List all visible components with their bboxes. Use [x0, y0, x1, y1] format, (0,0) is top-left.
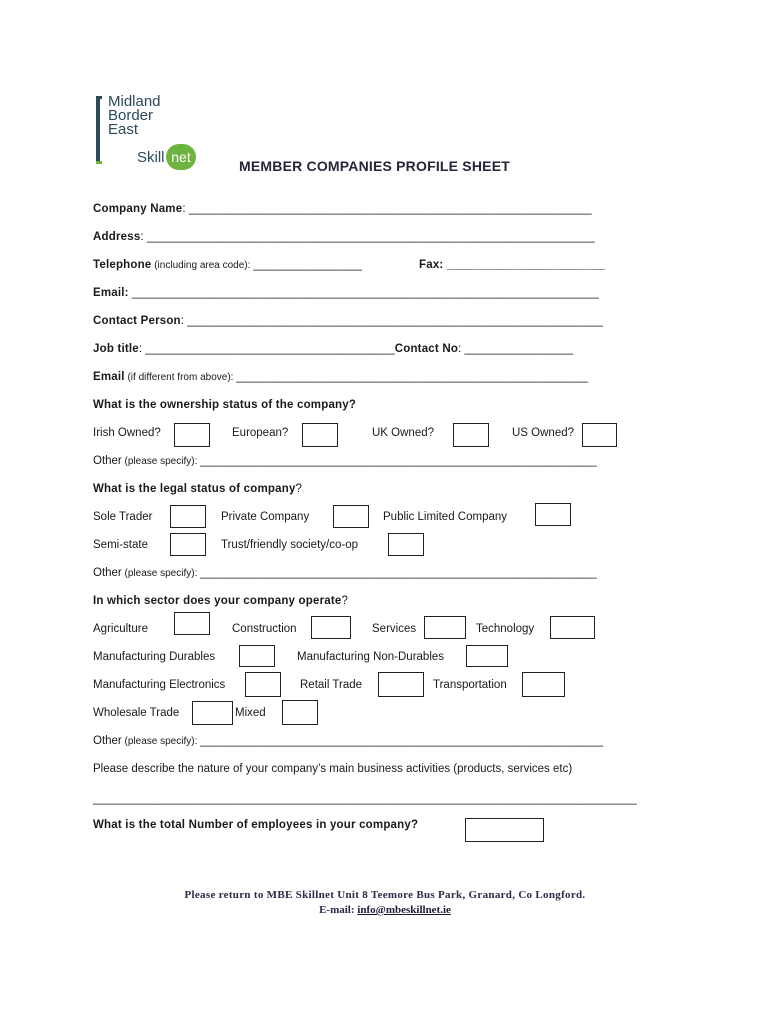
email-alt-label: Email	[93, 371, 125, 383]
sector-other-label: Other	[93, 735, 122, 747]
sector-wholesale-trade-label: Wholesale Trade	[93, 707, 180, 719]
legal-plc-checkbox[interactable]	[535, 503, 571, 526]
sector-construction-label: Construction	[232, 623, 297, 635]
ownership-irish-checkbox[interactable]	[174, 423, 210, 447]
sector-mfg-durables-checkbox[interactable]	[239, 645, 275, 667]
sector-retail-trade-label: Retail Trade	[300, 679, 363, 691]
legal-question-mark: ?	[295, 483, 302, 495]
ownership-other-line: ______________________________________________________________	[200, 455, 597, 467]
ownership-european-label: European?	[232, 427, 289, 439]
logo-bracket-bottom	[96, 161, 102, 164]
legal-question-text: What is the legal status of company	[93, 483, 296, 495]
logo-line3: East	[108, 121, 139, 138]
fax-line: ________________________	[446, 259, 606, 271]
employees-question: What is the total Number of employees in your company?	[93, 819, 419, 831]
sector-other-note: (please specify):	[121, 736, 201, 747]
ownership-question: What is the ownership status of the company?	[93, 399, 357, 411]
fax-field[interactable]	[419, 259, 605, 271]
legal-other-line: ______________________________________________________________	[200, 567, 597, 579]
address-colon: :	[140, 231, 147, 243]
logo-bracket	[96, 96, 100, 164]
ownership-uk-label: UK Owned?	[372, 427, 435, 439]
logo-net-badge	[166, 144, 196, 170]
address-field[interactable]	[93, 231, 595, 243]
ownership-us-label: US Owned?	[512, 427, 575, 439]
sector-transportation-checkbox[interactable]	[522, 672, 565, 697]
contact-person-line: _________________________________________________________________	[187, 315, 603, 327]
legal-sole-trader-checkbox[interactable]	[170, 505, 206, 528]
activities-line[interactable]: _____________________________________________________________________________________	[93, 793, 637, 805]
legal-sole-trader-label: Sole Trader	[93, 511, 153, 523]
email-line: _________________________________________________________________________	[128, 287, 599, 299]
company-name-line: _______________________________________________________________	[188, 203, 592, 215]
telephone-field[interactable]	[93, 259, 362, 271]
legal-other-field[interactable]	[93, 567, 597, 579]
sector-technology-label: Technology	[476, 623, 535, 635]
company-name-colon: :	[182, 203, 189, 215]
sector-transportation-label: Transportation	[433, 679, 507, 691]
email-alt-note: (if different from above):	[124, 372, 237, 383]
legal-private-company-checkbox[interactable]	[333, 505, 369, 528]
company-name-label: Company Name	[93, 203, 183, 215]
ownership-european-checkbox[interactable]	[302, 423, 338, 447]
ownership-irish-label: Irish Owned?	[93, 427, 161, 439]
sector-mfg-durables-label: Manufacturing Durables	[93, 651, 216, 663]
sector-agriculture-checkbox[interactable]	[174, 612, 210, 635]
legal-plc-label: Public Limited Company	[383, 511, 508, 523]
email-field[interactable]	[93, 287, 599, 299]
sector-other-line: _______________________________________________________________	[200, 735, 604, 747]
logo-skill: Skill	[137, 149, 165, 166]
sector-mixed-label: Mixed	[235, 707, 266, 719]
contact-person-field[interactable]	[93, 315, 603, 327]
ownership-uk-checkbox[interactable]	[453, 423, 489, 447]
legal-trust-checkbox[interactable]	[388, 533, 424, 556]
job-title-colon: :	[138, 343, 146, 355]
employees-input[interactable]	[465, 818, 544, 842]
sector-mfg-electronics-checkbox[interactable]	[245, 672, 281, 697]
sector-wholesale-trade-checkbox[interactable]	[192, 701, 233, 725]
contact-person-colon: :	[180, 315, 188, 327]
logo-bracket-top	[96, 96, 102, 99]
contact-no-line: _________________	[464, 343, 574, 355]
company-name-field[interactable]	[93, 203, 592, 215]
ownership-us-checkbox[interactable]	[582, 423, 617, 447]
ownership-other-label: Other	[93, 455, 122, 467]
legal-other-label: Other	[93, 567, 122, 579]
sector-agriculture-label: Agriculture	[93, 623, 148, 635]
page-title: MEMBER COMPANIES PROFILE SHEET	[239, 158, 510, 174]
contact-person-label: Contact Person	[93, 315, 181, 327]
sector-construction-checkbox[interactable]	[311, 616, 351, 639]
email-alt-line: _______________________________________________________	[236, 371, 588, 383]
footer-email-line	[0, 904, 770, 916]
ownership-other-field[interactable]	[93, 455, 597, 467]
contact-no-label: Contact No	[394, 343, 459, 355]
job-title-label: Job title	[93, 343, 139, 355]
job-title-line: _______________________________________	[145, 343, 395, 355]
sector-mixed-checkbox[interactable]	[282, 700, 318, 725]
job-title-field[interactable]	[93, 343, 573, 355]
footer-return-text: Please return to MBE Skillnet Unit 8 Teemore Bus Park, Granard, Co Longford.	[184, 889, 586, 901]
footer-email-link[interactable]: info@mbeskillnet.ie	[357, 904, 451, 916]
legal-question	[93, 483, 302, 495]
sector-question-mark: ?	[341, 595, 348, 607]
legal-private-company-label: Private Company	[221, 511, 310, 523]
legal-trust-label: Trust/friendly society/co-op	[221, 539, 358, 551]
sector-services-checkbox[interactable]	[424, 616, 466, 639]
ownership-other-note: (please specify):	[121, 456, 201, 467]
sector-question-text: In which sector does your company operate	[93, 595, 342, 607]
logo-net: net	[171, 149, 191, 165]
activities-prompt: Please describe the nature of your company’s main business activities (products, services etc)	[93, 763, 573, 775]
legal-semi-state-label: Semi-state	[93, 539, 148, 551]
sector-technology-checkbox[interactable]	[550, 616, 595, 639]
address-label: Address	[93, 231, 141, 243]
sector-mfg-non-durables-checkbox[interactable]	[466, 645, 508, 667]
logo-line2: Border	[108, 107, 154, 124]
sector-other-field[interactable]	[93, 735, 603, 747]
email-alt-field[interactable]	[93, 371, 588, 383]
logo-line1: Midland	[108, 93, 161, 110]
sector-mfg-electronics-label: Manufacturing Electronics	[93, 679, 226, 691]
sector-mfg-non-durables-label: Manufacturing Non-Durables	[297, 651, 445, 663]
telephone-label: Telephone	[93, 259, 152, 271]
telephone-line: _________________	[253, 259, 362, 271]
footer-email-label: E-mail:	[319, 904, 358, 916]
email-label: Email:	[93, 287, 129, 299]
contact-no-colon: :	[458, 343, 465, 355]
sector-services-label: Services	[372, 623, 417, 635]
legal-other-note: (please specify):	[121, 568, 201, 579]
sector-question	[93, 595, 348, 607]
legal-semi-state-checkbox[interactable]	[170, 533, 206, 556]
fax-label: Fax:	[419, 259, 447, 271]
telephone-note: (including area code):	[151, 260, 254, 271]
address-line: ______________________________________________________________________	[146, 231, 595, 243]
sector-retail-trade-checkbox[interactable]	[378, 672, 424, 697]
